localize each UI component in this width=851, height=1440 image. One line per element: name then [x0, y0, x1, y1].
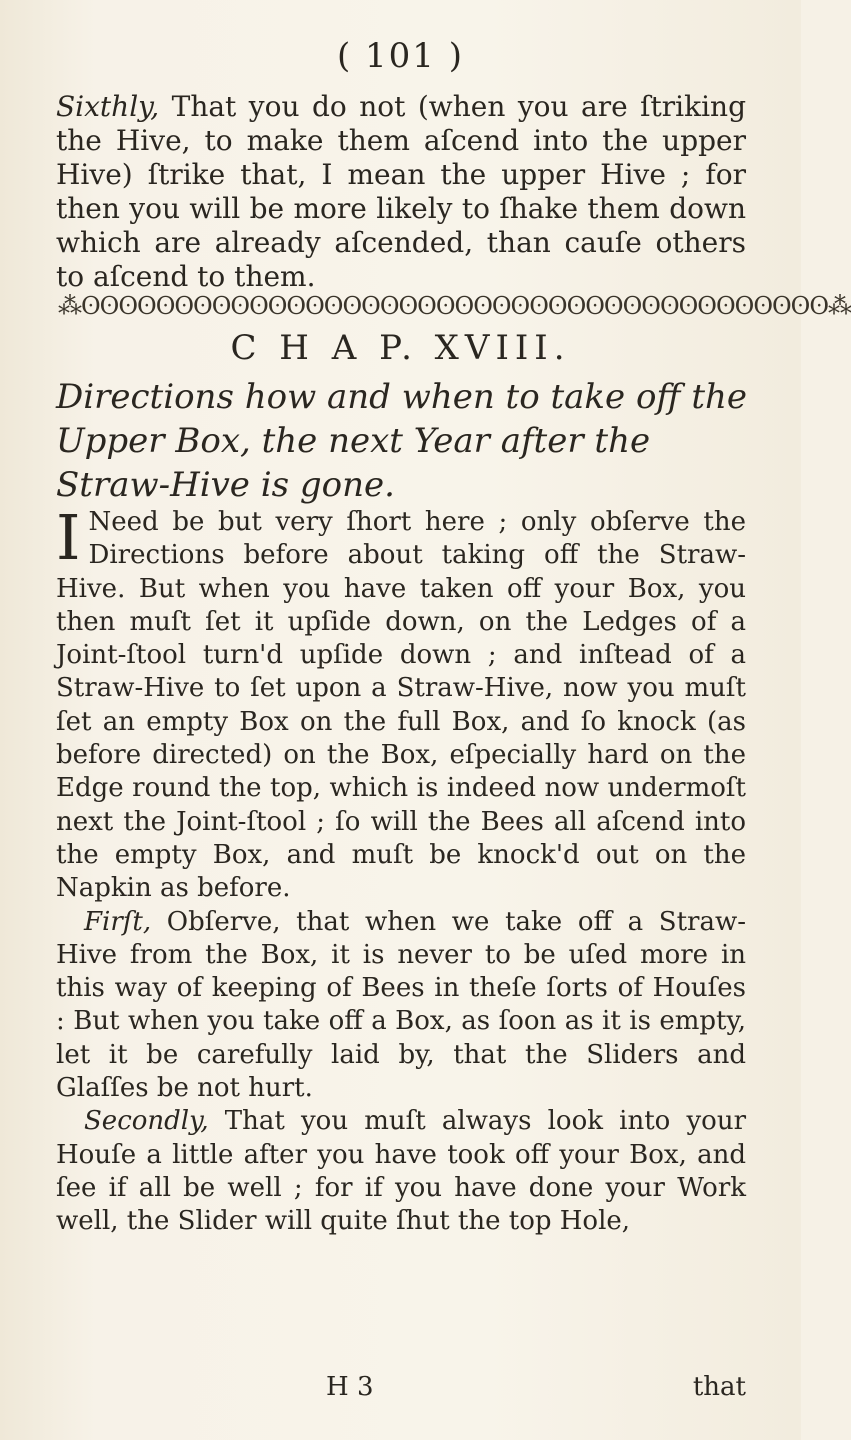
body-text-2: Obſerve, that when we take off a Straw-Hive from the Box, it is never to be uſed more in this way of keeping of Bees in theſe ſorts of Houſes : But when you take off a Box, as ſoon as it is empty, let it be carefully laid by, that the Sliders and Glaſſes be not hurt.	[56, 906, 746, 1104]
paragraph-lead: Sixthly,	[56, 90, 160, 123]
drop-cap: I	[56, 501, 81, 574]
chapter-body	[56, 501, 746, 1239]
body-text-3: That you muſt always look into your Houſe a little after you have took off your Box, and ſee if all be well ; for if you have done your Work well, the Slider will quite ſhut the top Hole,	[56, 1106, 746, 1237]
body-paragraph-1	[56, 501, 746, 906]
body-lead-3: Secondly,	[84, 1106, 209, 1137]
paragraph-sixthly	[56, 90, 746, 294]
body-text-1: Need be but very ſhort here ; only obſerve the Directions before about taking off the Straw-Hive. But when you have taken off your Box, you then muſt ſet it upſide down, on the Ledges of a Joint-ſtool turn'd upſide down ; and inſtead of a Straw-Hive to ſet upon a Straw-Hive, now you muſt ſet an empty Box on the full Box, and ſo knock (as before directed) on the Box, eſpecially hard on the Edge round the top, which is indeed now undermoſt next the Joint-ſtool ; ſo will the Bees all aſcend into the empty Box, and muſt be knock'd out on the Napkin as before.	[56, 507, 746, 904]
page-number: ( 101 )	[336, 36, 465, 76]
catchword: that	[692, 1372, 746, 1402]
body-lead-2: Firſt,	[84, 906, 152, 937]
chapter-heading: C H A P. XVIII.	[230, 328, 571, 368]
ornamental-rule: ⁂ʘʘʘʘʘʘʘʘʘʘʘʘʘʘʘʘʘʘʘʘʘʘʘʘʘʘʘʘʘʘʘʘʘʘʘʘʘʘʘʘ⁂	[58, 292, 851, 320]
paragraph-text: That you do not (when you are ſtriking the Hive, to make them aſcend into the upper Hive) ſtrike that, I mean the upper Hive ; for then you will be more likely to ſhake them down which are already aſcended, than cauſe others to aſcend to them.	[56, 90, 746, 293]
chapter-title: Directions how and when to take off the Upper Box, the next Year after the Straw-Hive is gone.	[56, 377, 748, 505]
page-footer	[56, 1372, 746, 1412]
signature-mark: H 3	[326, 1372, 374, 1402]
body-paragraph-3	[56, 1105, 746, 1238]
body-paragraph-2	[56, 906, 746, 1106]
